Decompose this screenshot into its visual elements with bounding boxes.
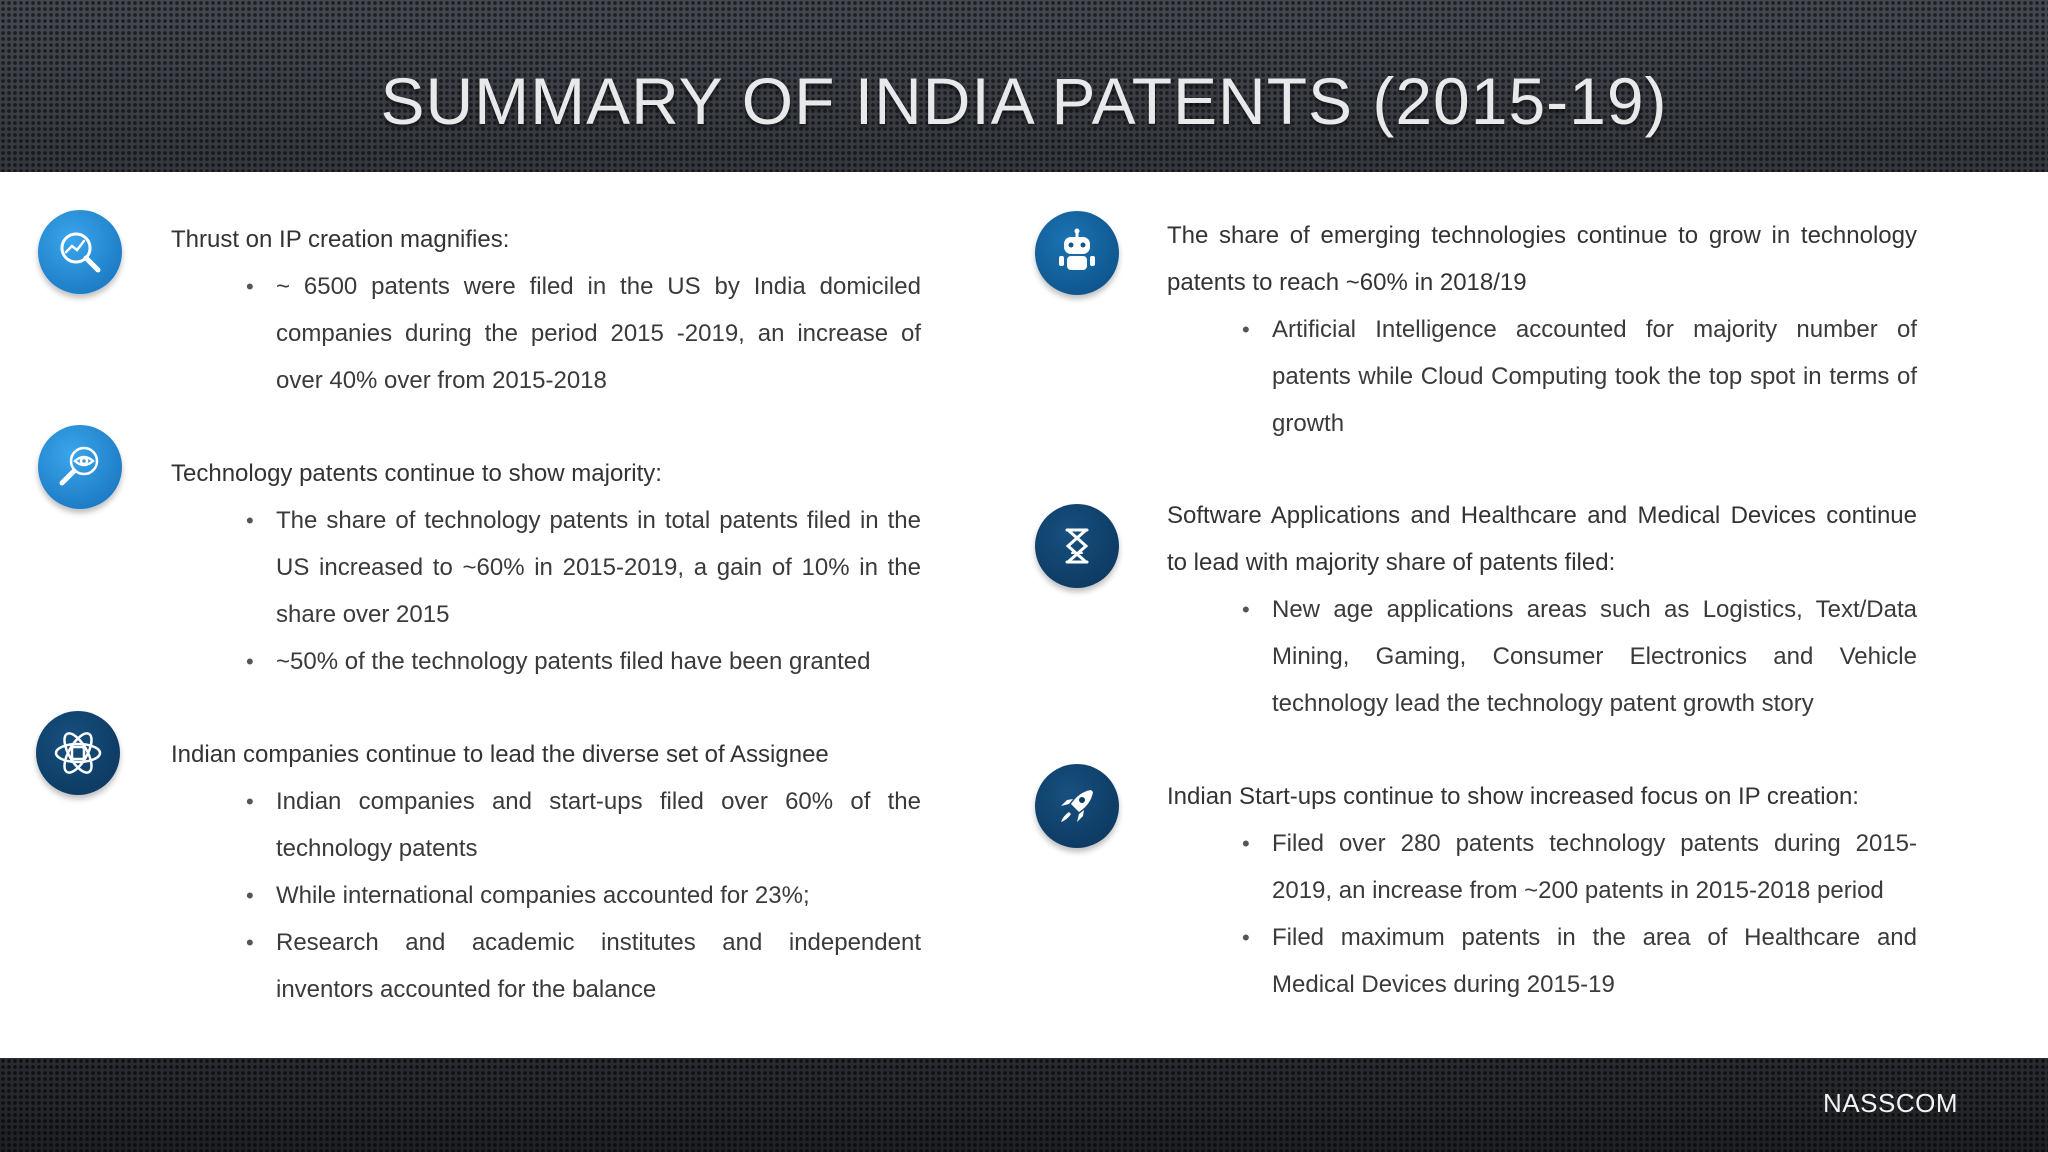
list-item: • New age applications areas such as Logistics, Text/Data Mining, Gaming, Consumer Electronics and Vehicle technology lead the technology patent growth story — [1272, 586, 1917, 727]
list-item: • The share of technology patents in total patents filed in the US increased to ~60% in 2015-2019, a gain of 10% in the share over 2015 — [276, 497, 921, 638]
section-indian-startups — [1167, 773, 1917, 1008]
dna-icon — [1035, 504, 1119, 588]
section-heading: Indian companies continue to lead the diverse set of Assignee — [171, 741, 829, 768]
section-heading: Software Applications and Healthcare and Medical Devices continue to lead with majority share of patents filed: — [1167, 502, 1917, 576]
section-heading: Thrust on IP creation magnifies: — [171, 226, 510, 253]
magnifier-chart-icon — [38, 210, 122, 294]
section-technology-patents — [171, 450, 921, 685]
brand-label: NASSCOM — [1823, 1088, 1958, 1118]
list-item: • Filed maximum patents in the area of Healthcare and Medical Devices during 2015-19 — [1272, 914, 1917, 1008]
list-item: • Research and academic institutes and independent inventors accounted for the balance — [276, 919, 921, 1013]
page-title: SUMMARY OF INDIA PATENTS (2015-19) — [380, 64, 1668, 138]
eye-search-icon — [38, 425, 122, 509]
section-software-healthcare — [1167, 492, 1917, 727]
atom-icon — [36, 711, 120, 795]
list-item: • Filed over 280 patents technology patents during 2015-2019, an increase from ~200 patents in 2015-2018 period — [1272, 820, 1917, 914]
list-item: • While international companies accounted for 23%; — [276, 872, 921, 919]
list-item: • Artificial Intelligence accounted for majority number of patents while Cloud Computing took the top spot in terms of growth — [1272, 306, 1917, 447]
list-item: • ~ 6500 patents were filed in the US by India domiciled companies during the period 2015 -2019, an increase of over 40% over from 2015-2018 — [276, 263, 921, 404]
section-ip-creation — [171, 216, 921, 404]
list-item: • ~50% of the technology patents filed have been granted — [276, 638, 921, 685]
section-indian-companies — [171, 731, 921, 1013]
rocket-icon — [1035, 764, 1119, 848]
list-item: • Indian companies and start-ups filed over 60% of the technology patents — [276, 778, 921, 872]
robot-icon — [1035, 211, 1119, 295]
footer-bar — [0, 1058, 2048, 1152]
title-banner — [0, 0, 2048, 172]
section-emerging-technologies — [1167, 212, 1917, 447]
section-heading: Indian Start-ups continue to show increased focus on IP creation: — [1167, 783, 1859, 810]
section-heading: The share of emerging technologies continue to grow in technology patents to reach ~60% in 2018/19 — [1167, 222, 1917, 296]
section-heading: Technology patents continue to show majority: — [171, 460, 662, 487]
